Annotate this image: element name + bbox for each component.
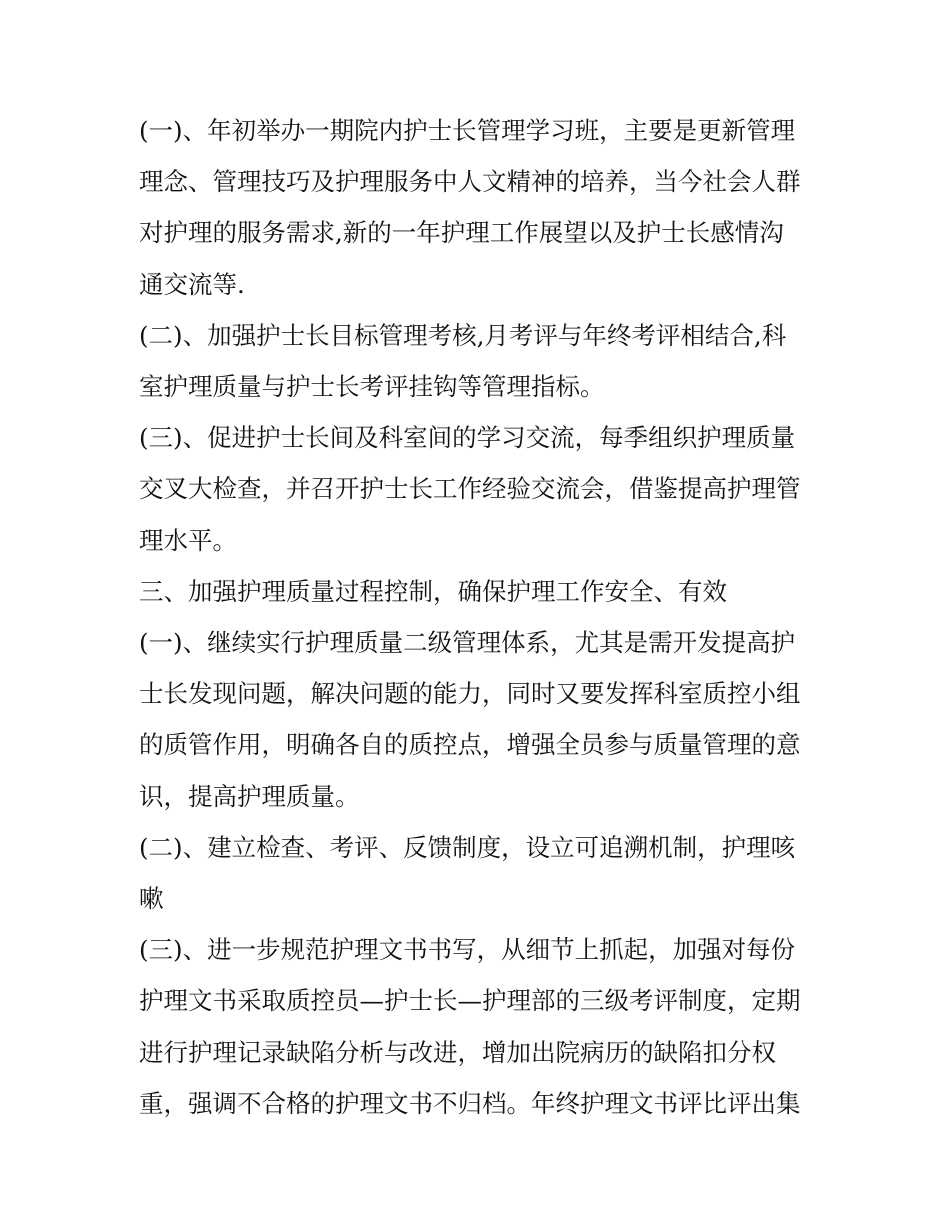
paragraph-4: (一)、继续实行护理质量二级管理体系，尤其是需开发提高护 士长发现问题，解决问题的能力，同时又要发挥科室质控小组 的质管作用，明确各自的质控点，增强全员参与质量管理的意 识，提高护理质量。 — [139, 628, 801, 811]
paragraph-1: (一)、年初举办一期院内护士长管理学习班，主要是更新管理 理念、管理技巧及护理服务中人文精神的培养，当今社会人群 对护理的服务需求,新的一年护理工作展望以及护士长感情沟 通交流等. — [139, 116, 801, 299]
paragraph-2: (二)、加强护士长目标管理考核,月考评与年终考评相结合,科 室护理质量与护士长考评挂钩等管理指标。 — [139, 320, 787, 402]
paragraph-3: (三)、促进护士长间及科室间的学习交流，每季组织护理质量 交叉大检查，并召开护士长工作经验交流会，借鉴提高护理管 理水平。 — [139, 423, 801, 555]
document-body — [139, 105, 819, 1129]
paragraph-5: (二)、建立检查、考评、反馈制度，设立可追溯机制，护理咳 嗽 — [139, 832, 796, 914]
paragraph-6: (三)、进一步规范护理文书书写，从细节上抓起，加强对每份 护理文书采取质控员—护士长—护理部的三级考评制度，定期 进行护理记录缺陷分析与改进，增加出院病历的缺陷扣分权 重，强调不合格的护理文书不归档。年终护理文书评比评出集 — [139, 935, 801, 1118]
section-heading: 三、加强护理质量过程控制，确保护理工作安全、有效 — [139, 576, 727, 606]
